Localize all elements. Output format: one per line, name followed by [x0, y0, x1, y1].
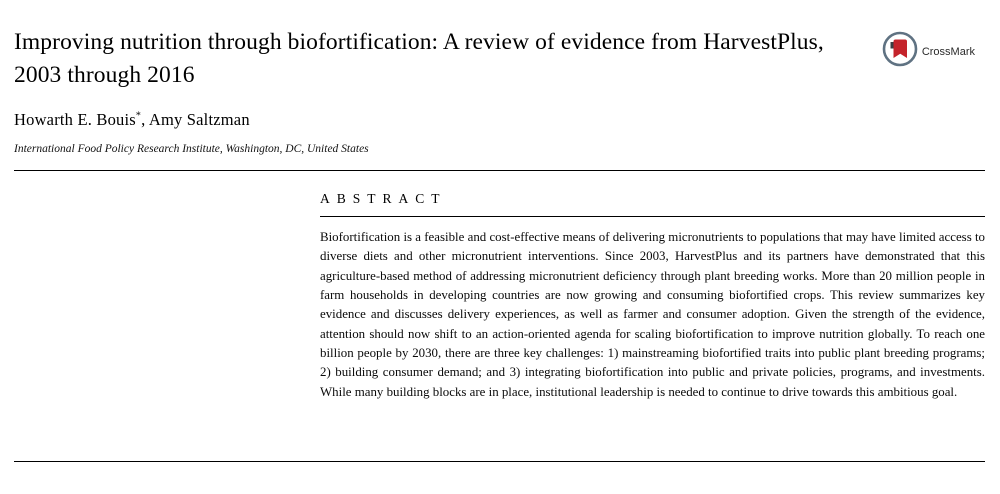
crossmark-logo-icon — [881, 30, 919, 73]
footer-divider — [14, 461, 985, 462]
crossmark-label: CrossMark — [921, 45, 975, 58]
abstract-divider — [320, 216, 985, 217]
left-column — [14, 171, 320, 402]
crossmark-badge[interactable] — [881, 30, 975, 73]
affiliation: International Food Policy Research Institute, Washington, DC, United States — [14, 142, 369, 155]
author-separator: , — [141, 109, 149, 129]
paper-title: Improving nutrition through biofortification: A review of evidence from HarvestPlus, 2003 through 2016 — [14, 29, 824, 88]
paper-header — [0, 0, 1000, 155]
content-area — [0, 171, 1000, 402]
title-row — [14, 22, 985, 92]
abstract-section — [320, 171, 985, 402]
author-name-1: Howarth E. Bouis — [14, 109, 136, 129]
author-line — [14, 110, 985, 130]
author-footnote-marker: * — [135, 110, 142, 122]
abstract-heading: ABSTRACT — [320, 190, 447, 206]
author-name-2: Amy Saltzman — [148, 109, 250, 129]
abstract-text: Biofortification is a feasible and cost-effective means of delivering micronutrients to populations that may have limited access to diverse diets and other micronutrient interventions. Since 2003, HarvestPlus and its partners have demonstrated that this agriculture-based method of addressing micronutrient deficiency through plant breeding works. More than 20 million people in farm households in developing countries are now growing and consuming biofortified crops. This review summarizes key evidence and discusses delivery experiences, as well as farmer and consumer adoption. Given the strength of the evidence, attention should now shift to an action-oriented agenda for scaling biofortification to improve nutrition globally. To reach one billion people by 2030, there are three key challenges: 1) mainstreaming biofortified traits into public plant breeding programs; 2) building consumer demand; and 3) integrating biofortification into public and private policies, programs, and investments. While many building blocks are in place, institutional leadership is needed to continue to drive towards this ambitious goal. — [320, 229, 985, 399]
